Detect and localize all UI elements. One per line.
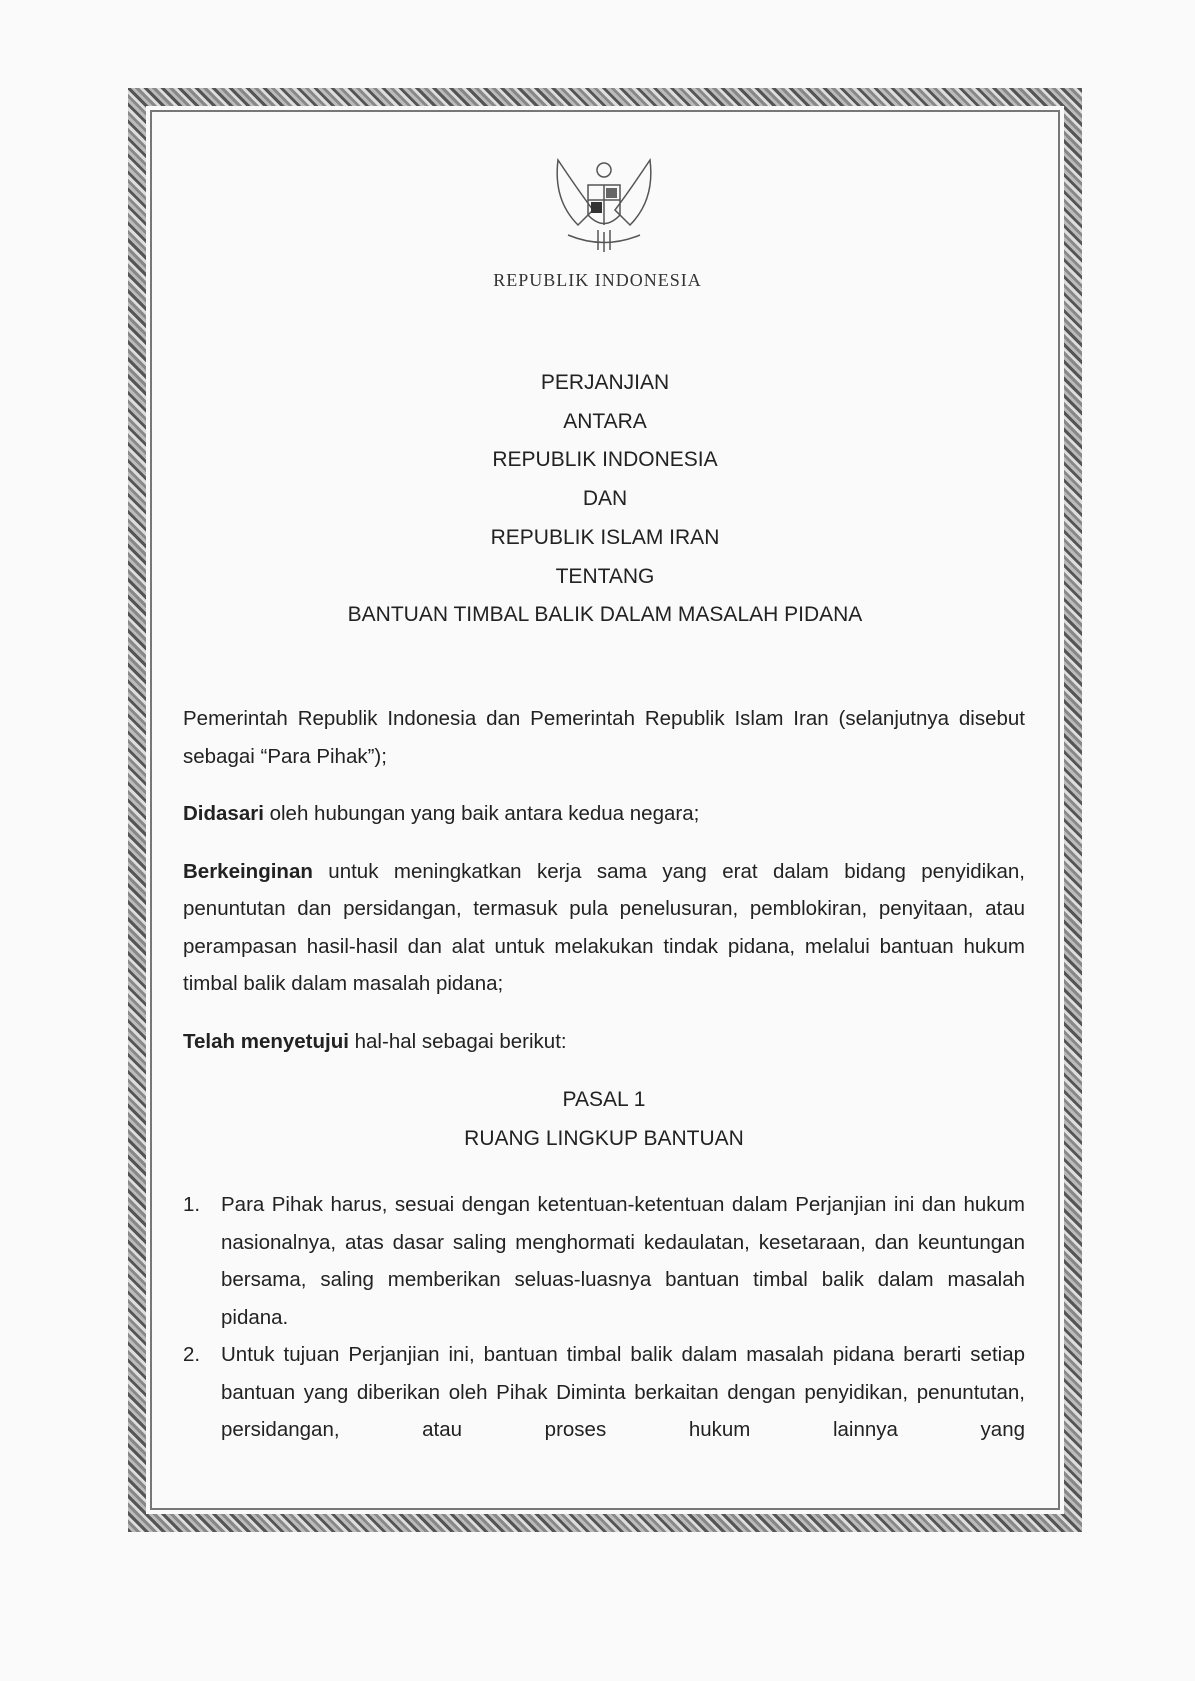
article-title: RUANG LINGKUP BANTUAN xyxy=(464,1127,744,1150)
country-label: REPUBLIK INDONESIA xyxy=(493,270,702,290)
article-heading xyxy=(183,1080,1025,1158)
keyword: Didasari xyxy=(183,802,264,825)
list-item xyxy=(183,1186,1025,1336)
text: untuk meningkatkan kerja sama yang erat dalam bidang penyidikan, penuntutan dan persidangan, termasuk pula penelusuran, pemblokiran, penyitaan, atau perampasan hasil-hasil dan alat untuk melakukan tindak pidana, melalui bantuan hukum timbal balik dalam masalah pidana; xyxy=(183,859,1025,995)
garuda-emblem-icon xyxy=(548,140,660,260)
title-line: TENTANG xyxy=(555,564,655,588)
list-item xyxy=(183,1336,1025,1449)
document-title xyxy=(0,364,1195,635)
keyword: Berkeinginan xyxy=(183,859,313,883)
item-text: Para Pihak harus, sesuai dengan ketentuan-ketentuan dalam Perjanjian ini dan hukum nasionalnya, atas dasar saling menghormati kedaulatan, kesetaraan, dan keuntungan bersama, saling memberikan seluas-luasnya bantuan timbal balik dalam masalah pidana. xyxy=(221,1193,1025,1329)
document-body xyxy=(183,700,1025,1449)
title-line: DAN xyxy=(582,487,628,511)
item-number: 1. xyxy=(183,1193,201,1216)
text: hal-hal sebagai berikut: xyxy=(348,1029,567,1053)
title-line: ANTARA xyxy=(563,409,647,433)
title-line: BANTUAN TIMBAL BALIK DALAM MASALAH PIDANA xyxy=(347,603,863,627)
preamble-based-on xyxy=(183,795,1025,833)
title-line: REPUBLIK INDONESIA xyxy=(492,448,718,472)
article-number: PASAL 1 xyxy=(562,1088,646,1111)
title-line: REPUBLIK ISLAM IRAN xyxy=(490,525,720,549)
preamble-desiring xyxy=(183,853,1025,1003)
preamble-agreed xyxy=(183,1023,1025,1061)
item-number: 2. xyxy=(183,1343,201,1366)
preamble-parties: Pemerintah Republik Indonesia dan Pemerintah Republik Islam Iran (selanjutnya disebut sebagai “Para Pihak”); xyxy=(183,707,1025,768)
text: oleh hubungan yang baik antara kedua negara; xyxy=(263,802,700,825)
keyword: Telah menyetujui xyxy=(183,1029,349,1053)
title-line: PERJANJIAN xyxy=(540,371,670,394)
item-text: Untuk tujuan Perjanjian ini, bantuan timbal balik dalam masalah pidana berarti setiap bantuan yang diberikan oleh Pihak Diminta berkaitan dengan penyidikan, penuntutan, persidangan, atau proses hukum lainnya yang xyxy=(221,1343,1025,1441)
